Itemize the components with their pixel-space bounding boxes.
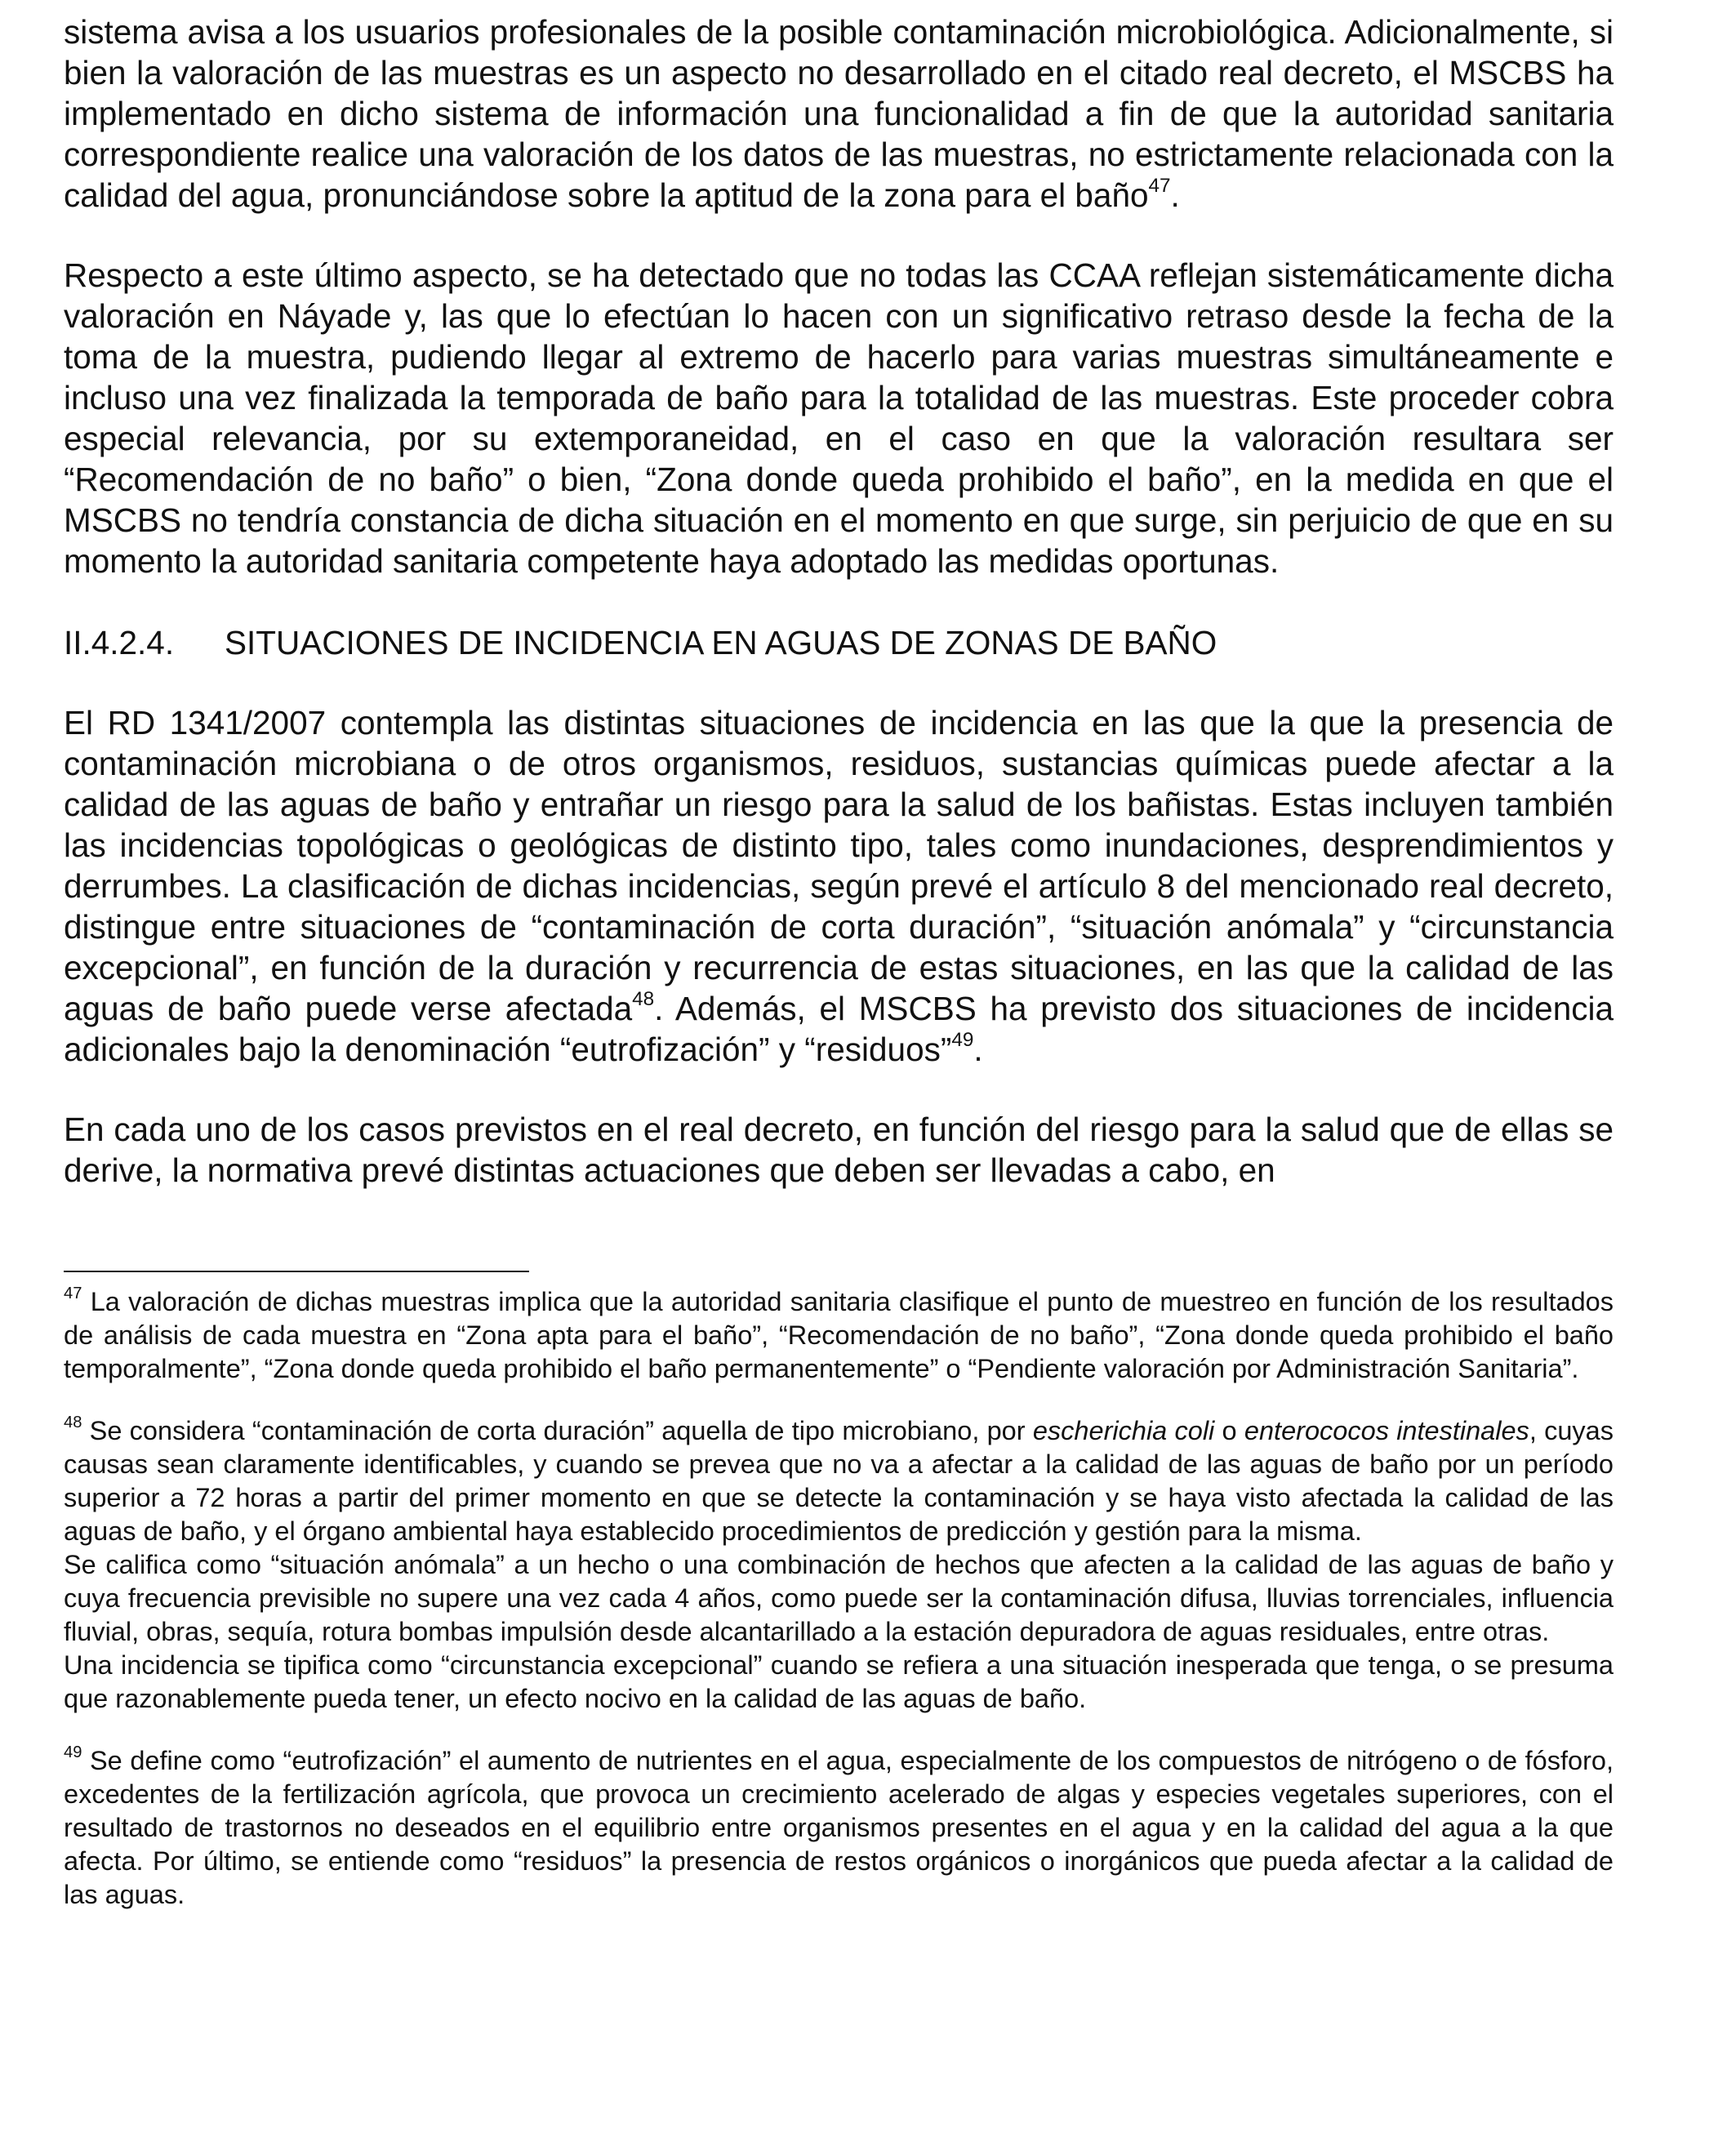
footnote-47	[64, 1285, 1614, 1386]
paragraph-rd-1341	[64, 702, 1614, 1070]
paragraph-valoracion	[64, 11, 1614, 216]
footnote-italic-term: escherichia coli	[1032, 1416, 1215, 1445]
paragraph-text: El RD 1341/2007 contempla las distintas situaciones de incidencia en las que la que la presencia de contaminación microbiana o de otros organismos, residuos, sustancias químicas puede afectar a la calidad de las aguas de baño y entrañar un riesgo para la salud de los bañistas. Estas incluyen también las incidencias topológicas o geológicas de distinto tipo, tales como inundaciones, desprendimientos y derrumbes. La clasificación de dichas incidencias, según prevé el artículo 8 del mencionado real decreto, distingue entre situaciones de “contaminación de corta duración”, “situación anómala” y “circunstancia excepcional”, en función de la duración y recurrencia de estas situaciones, en las que la calidad de las aguas de baño puede verse afectada	[64, 704, 1614, 1027]
footnote-49	[64, 1744, 1614, 1912]
footnote-number: 47	[64, 1285, 82, 1303]
footnote-text: o	[1214, 1416, 1244, 1445]
footnote-ref-48[interactable]: 48	[632, 987, 655, 1010]
paragraph-end: .	[1170, 176, 1180, 214]
paragraph-retraso: Respecto a este último aspecto, se ha detectado que no todas las CCAA reflejan sistemáticamente dicha valoración en Náyade y, las que lo efectúan lo hacen con un significativo retraso desde la fecha de la toma de la muestra, pudiendo llegar al extremo de hacerlo para varias muestras simultáneamente e incluso una vez finalizada la temporada de baño para la totalidad de las muestras. Este proceder cobra especial relevancia, por su extemporaneidad, en el caso en que la valoración resultara ser “Recomendación de no baño” o bien, “Zona donde queda prohibido el baño”, en la medida en que el MSCBS no tendría constancia de dicha situación en el momento en que surge, sin perjuicio de que en su momento la autoridad sanitaria competente haya adoptado las medidas oportunas.	[64, 256, 1614, 580]
paragraph-text: . Además, el MSCBS ha previsto dos situaciones de incidencia adicionales bajo la denominación “eutrofización” y “residuos”	[64, 990, 1614, 1068]
footnote-48-situacion-anomala: Se califica como “situación anómala” a un hecho o una combinación de hechos que afecten a la calidad de las aguas de baño y cuya frecuencia previsible no supere una vez cada 4 años, como puede ser la contaminación difusa, lluvias torrenciales, influencia fluvial, obras, sequía, rotura bombas impulsión desde alcantarillado a la estación depuradora de aguas residuales, entre otras.	[64, 1550, 1614, 1646]
section-title: SITUACIONES DE INCIDENCIA EN AGUAS DE ZONAS DE BAÑO	[225, 624, 1217, 661]
section-heading	[64, 622, 1614, 663]
footnote-48	[64, 1414, 1614, 1716]
footnote-number: 49	[64, 1743, 82, 1762]
paragraph-end: .	[973, 1031, 983, 1068]
footnote-text: Se considera “contaminación de corta duración” aquella de tipo microbiano, por	[82, 1416, 1033, 1445]
footnote-separator	[64, 1271, 529, 1272]
paragraph-text: sistema avisa a los usuarios profesionales de la posible contaminación microbiológica. Adicionalmente, si bien la valoración de las muestras es un aspecto no desarrollado en el citado real decreto, el MSCBS ha implementado en dicho sistema de información una funcionalidad a fin de que la autoridad sanitaria correspondiente realice una valoración de los datos de las muestras, no estrictamente relacionada con la calidad del agua, pronunciándose sobre la aptitud de la zona para el baño	[64, 13, 1614, 214]
footnote-text: , cuyas causas sean claramente identificables, y cuando se prevea que no va a afectar a la calidad de las aguas de baño por un período superior a 72 horas a partir del primer momento en que se detecte la contaminación y se haya visto afectada la calidad de las aguas de baño, y el órgano ambiental haya establecido procedimientos de predicción y gestión para la misma.	[64, 1416, 1614, 1546]
footnote-italic-term: enterococos intestinales	[1244, 1416, 1529, 1445]
footnote-48-circunstancia-excepcional: Una incidencia se tipifica como “circunstancia excepcional” cuando se refiera a una situación inesperada que tenga, o se presuma que razonablemente pueda tener, un efecto nocivo en la calidad de las aguas de baño.	[64, 1650, 1614, 1713]
section-number: II.4.2.4.	[64, 624, 175, 661]
footnote-text: Se define como “eutrofización” el aumento de nutrientes en el agua, especialmente de los compuestos de nitrógeno o de fósforo, excedentes de la fertilización agrícola, que provoca un crecimiento acelerado de algas y especies vegetales superiores, con el resultado de trastornos no deseados en el equilibrio entre organismos presentes en el agua y en la calidad del agua a la que afecta. Por último, se entiende como “residuos” la presencia de restos orgánicos o inorgánicos que pueda afectar a la calidad de las aguas.	[64, 1746, 1614, 1909]
document-page	[64, 11, 1614, 1912]
footnote-48-corta-duracion	[64, 1414, 1614, 1548]
footnote-ref-47[interactable]: 47	[1148, 174, 1171, 197]
paragraph-casos-previstos: En cada uno de los casos previstos en el real decreto, en función del riesgo para la salud que de ellas se derive, la normativa prevé distintas actuaciones que deben ser llevadas a cabo, en	[64, 1111, 1614, 1189]
footnote-number: 48	[64, 1414, 82, 1432]
footnote-ref-49[interactable]: 49	[951, 1028, 974, 1051]
footnote-text: La valoración de dichas muestras implica que la autoridad sanitaria clasifique el punto de muestreo en función de los resultados de análisis de cada muestra en “Zona apta para el baño”, “Recomendación de no baño”, “Zona donde queda prohibido el baño temporalmente”, “Zona donde queda prohibido el baño permanentemente” o “Pendiente valoración por Administración Sanitaria”.	[64, 1287, 1614, 1383]
